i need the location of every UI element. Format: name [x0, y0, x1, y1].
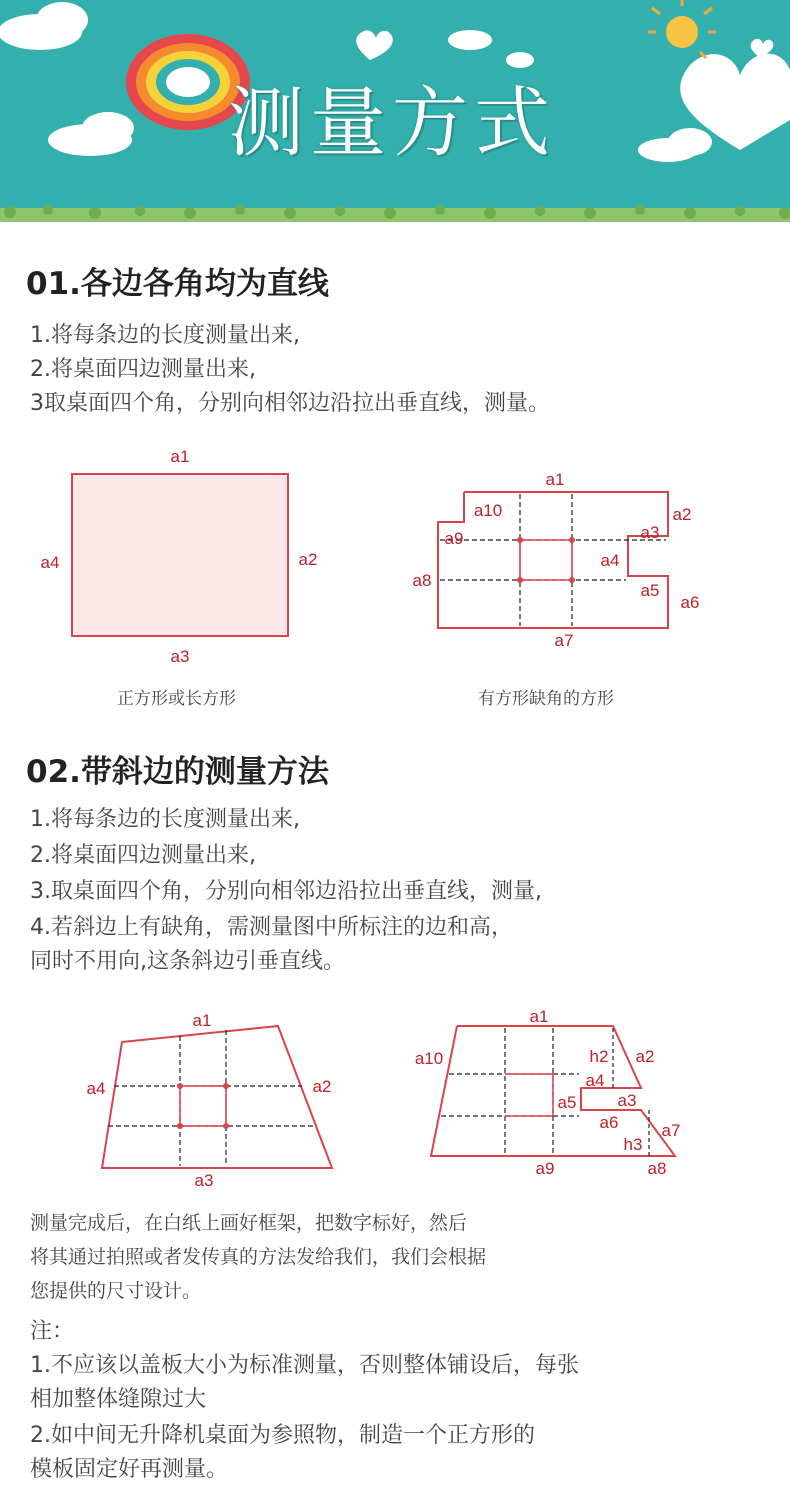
header-banner: [0, 0, 790, 222]
label-a3: a3: [170, 647, 190, 666]
label-a5: a5: [557, 1093, 577, 1112]
banner-title: 测量方式: [228, 78, 556, 167]
label-a4: a4: [600, 551, 620, 570]
label-a10: a10: [414, 1049, 444, 1068]
figure-rectangle: [30, 440, 360, 670]
label-a3: a3: [194, 1171, 214, 1190]
label-h2: h2: [589, 1047, 609, 1066]
label-a10: a10: [473, 501, 503, 520]
footer-line-1: 测量完成后，在白纸上画好框架，把数字标好，然后: [30, 1212, 468, 1234]
footer-line-2: 将其通过拍照或者发传真的方法发给我们，我们会根据: [30, 1246, 487, 1268]
caption-rectangle: 正方形或长方形: [117, 689, 236, 709]
figure-trapezoid: [70, 1000, 370, 1200]
section2-line-2: 2.将桌面四边测量出来,: [30, 843, 256, 868]
label-a1: a1: [170, 447, 190, 466]
label-a4: a4: [86, 1079, 106, 1098]
label-a8: a8: [412, 571, 432, 590]
figure-complex-shape: [405, 1000, 705, 1200]
label-a4: a4: [40, 553, 60, 572]
label-a2: a2: [312, 1077, 332, 1096]
label-a7: a7: [661, 1121, 681, 1140]
label-h3: h3: [623, 1135, 643, 1154]
footer-line-3: 您提供的尺寸设计。: [30, 1280, 202, 1302]
label-a1: a1: [545, 470, 565, 489]
label-a5: a5: [640, 581, 660, 600]
note-line-3: 2.如中间无升降机桌面为参照物，制造一个正方形的: [30, 1423, 535, 1448]
section1-line-3: 3取桌面四个角，分别向相邻边沿拉出垂直线，测量。: [30, 391, 550, 416]
label-a9: a9: [535, 1159, 555, 1178]
section1-line-1: 1.将每条边的长度测量出来,: [30, 323, 300, 348]
section2-line-3: 3.取桌面四个角，分别向相邻边沿拉出垂直线，测量,: [30, 879, 542, 904]
note-line-1: 1.不应该以盖板大小为标准测量，否则整体铺设后，每张: [30, 1353, 579, 1378]
figure-notched-rectangle: [400, 460, 720, 660]
label-a1: a1: [529, 1007, 549, 1026]
caption-notched: 有方形缺角的方形: [478, 689, 614, 709]
note-line-2: 相加整体缝隙过大: [30, 1387, 207, 1412]
label-a1: a1: [192, 1011, 212, 1030]
label-a3: a3: [640, 523, 660, 542]
label-a6: a6: [599, 1113, 619, 1132]
section2-title: 02.带斜边的测量方法: [26, 754, 329, 790]
label-a6: a6: [680, 593, 700, 612]
section2-line-5: 同时不用向,这条斜边引垂直线。: [30, 949, 345, 974]
note-title: 注：: [30, 1319, 75, 1344]
label-a4: a4: [585, 1071, 605, 1090]
label-a7: a7: [554, 631, 574, 650]
section2-line-1: 1.将每条边的长度测量出来,: [30, 807, 300, 832]
label-a2: a2: [635, 1047, 655, 1066]
label-a9: a9: [444, 529, 464, 548]
label-a2: a2: [672, 505, 692, 524]
label-a2: a2: [298, 550, 318, 569]
sun-icon: [648, 0, 716, 58]
label-a8: a8: [647, 1159, 667, 1178]
section2-line-4: 4.若斜边上有缺角，需测量图中所标注的边和高，: [30, 915, 513, 940]
note-line-4: 模板固定好再测量。: [30, 1457, 229, 1482]
section1-title: 01.各边各角均为直线: [26, 266, 329, 302]
section1-line-2: 2.将桌面四边测量出来,: [30, 357, 256, 382]
label-a3: a3: [617, 1091, 637, 1110]
